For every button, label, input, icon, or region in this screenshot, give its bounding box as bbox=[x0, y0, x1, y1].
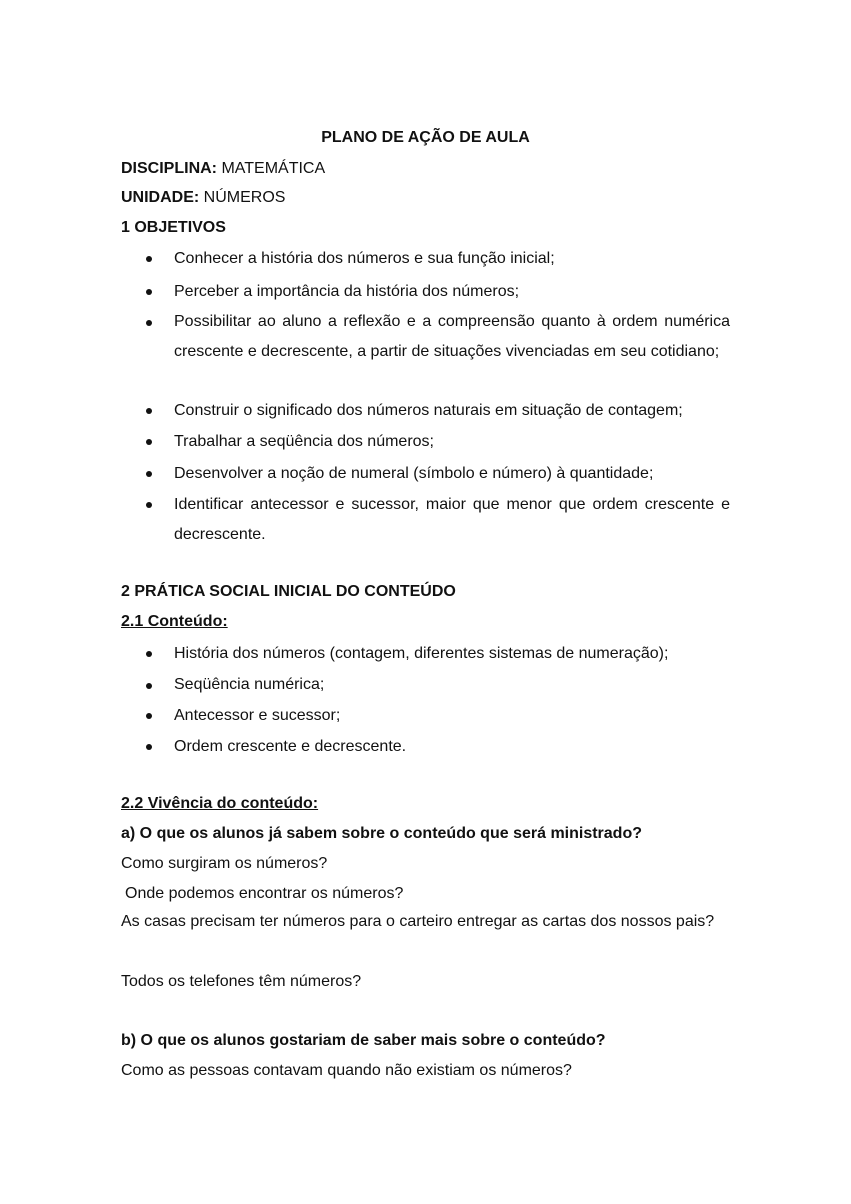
objetivo-item: Possibilitar ao aluno a reflexão e a compreensão quanto à ordem numérica crescente e decrescente, a partir de situações vivenciadas em seu cotidiano; bbox=[174, 313, 730, 360]
bullet-icon bbox=[146, 408, 152, 414]
bullet-icon bbox=[146, 471, 152, 477]
disciplina-value: MATEMÁTICA bbox=[221, 160, 326, 177]
unidade-line bbox=[121, 188, 285, 208]
conteudo-item: História dos números (contagem, diferentes sistemas de numeração); bbox=[174, 645, 669, 662]
disciplina-label: DISCIPLINA: bbox=[121, 160, 217, 177]
conteudo-item: Antecessor e sucessor; bbox=[174, 707, 341, 724]
conteudo-item: Seqüência numérica; bbox=[174, 676, 325, 693]
document-title: PLANO DE AÇÃO DE AULA bbox=[321, 129, 530, 146]
bullet-icon bbox=[146, 289, 152, 295]
bullet-icon bbox=[146, 744, 152, 750]
conteudo-item: Ordem crescente e decrescente. bbox=[174, 738, 407, 755]
unidade-value: NÚMEROS bbox=[203, 189, 286, 206]
answer-a-line: Como surgiram os números? bbox=[121, 855, 328, 872]
objetivo-item: Desenvolver a noção de numeral (símbolo e número) à quantidade; bbox=[174, 465, 654, 482]
bullet-icon bbox=[146, 683, 152, 689]
pratica-heading: 2 PRÁTICA SOCIAL INICIAL DO CONTEÚDO bbox=[121, 583, 456, 600]
bullet-icon bbox=[146, 651, 152, 657]
objetivo-item: Identificar antecessor e sucessor, maior que menor que ordem crescente e decrescente. bbox=[174, 496, 730, 543]
objetivo-item: Perceber a importância da história dos números; bbox=[174, 283, 520, 300]
question-b: b) O que os alunos gostariam de saber mais sobre o conteúdo? bbox=[121, 1032, 606, 1049]
question-a: a) O que os alunos já sabem sobre o conteúdo que será ministrado? bbox=[121, 825, 642, 842]
answer-b-line: Como as pessoas contavam quando não existiam os números? bbox=[121, 1062, 572, 1079]
conteudo-heading: 2.1 Conteúdo: bbox=[121, 613, 228, 630]
objetivo-item: Conhecer a história dos números e sua função inicial; bbox=[174, 250, 555, 267]
objetivo-item: Trabalhar a seqüência dos números; bbox=[174, 433, 434, 450]
bullet-icon bbox=[146, 439, 152, 445]
bullet-icon bbox=[146, 256, 152, 262]
answer-a-line: As casas precisam ter números para o carteiro entregar as cartas dos nossos pais? bbox=[121, 913, 715, 930]
bullet-icon bbox=[146, 713, 152, 719]
unidade-label: UNIDADE: bbox=[121, 189, 200, 206]
answer-a-line: Todos os telefones têm números? bbox=[121, 973, 362, 990]
objetivo-item: Construir o significado dos números naturais em situação de contagem; bbox=[174, 402, 683, 419]
objetivos-heading: 1 OBJETIVOS bbox=[121, 219, 226, 236]
answer-a-line: Onde podemos encontrar os números? bbox=[125, 885, 404, 902]
bullet-icon bbox=[146, 502, 152, 508]
disciplina-line bbox=[121, 159, 325, 179]
vivencia-heading: 2.2 Vivência do conteúdo: bbox=[121, 795, 319, 812]
bullet-icon bbox=[146, 320, 152, 326]
